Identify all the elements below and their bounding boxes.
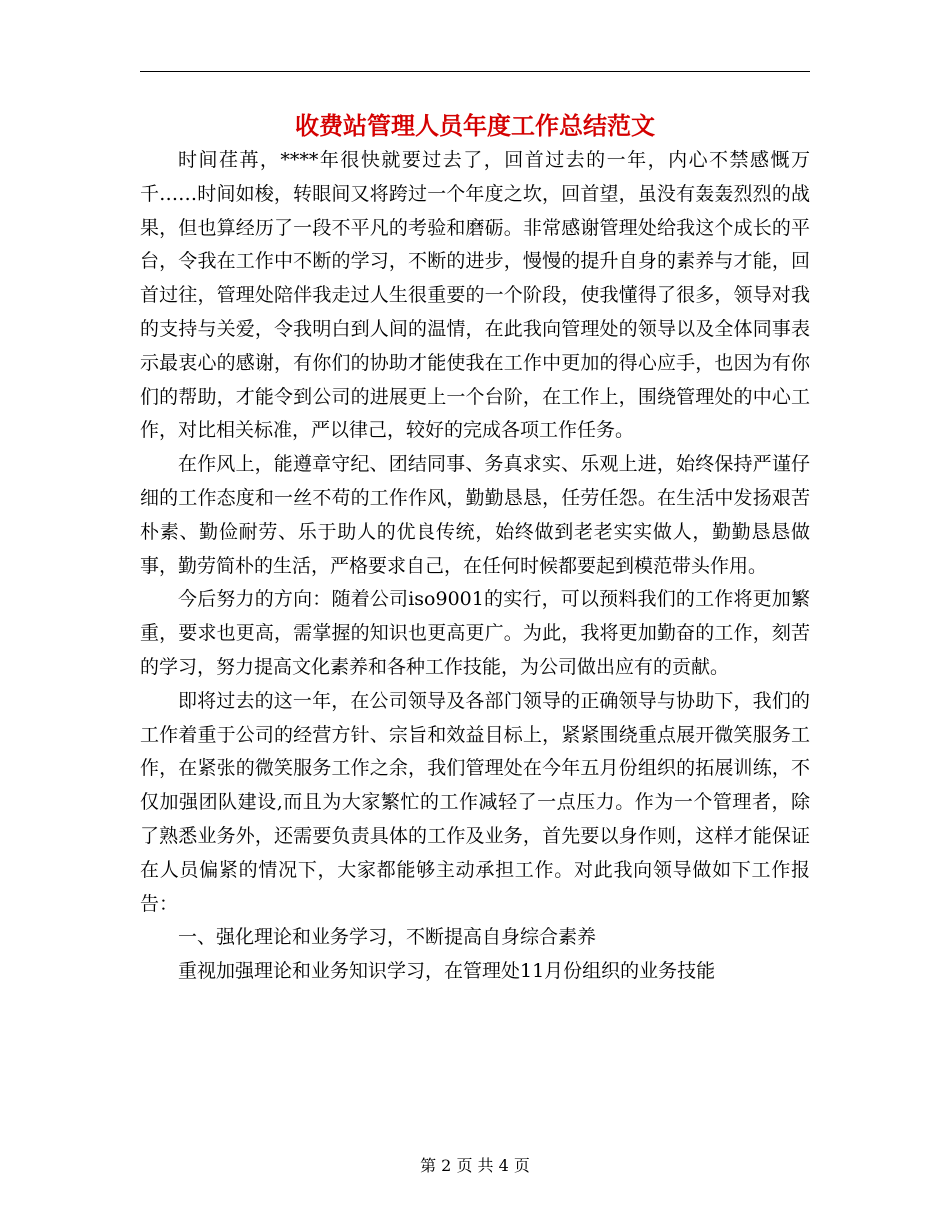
document-title: 收费站管理人员年度工作总结范文 — [295, 111, 655, 140]
paragraph-2: 在作风上，能遵章守纪、团结同事、务真求实、乐观上进，始终保持严谨仔细的工作态度和一丝不苟的工作作风，勤勤恳恳，任劳任怨。在生活中发扬艰苦朴素、勤俭耐劳、乐于助人的优良传统，始终做到老老实实做人，勤勤恳恳做事，勤劳简朴的生活，严格要求自己，在任何时候都要起到模范带头作用。 — [140, 453, 810, 577]
document-body — [140, 144, 810, 989]
paragraph-1: 时间荏苒，****年很快就要过去了，回首过去的一年，内心不禁感慨万千……时间如梭，转眼间又将跨过一个年度之坎，回首望，虽没有轰轰烈烈的战果，但也算经历了一段不平凡的考验和磨砺。非常感谢管理处给我这个成长的平台，令我在工作中不断的学习，不断的进步，慢慢的提升自身的素养与才能，回首过往，管理处陪伴我走过人生很重要的一个阶段，使我懂得了很多，领导对我的支持与关爱，令我明白到人间的温情，在此我向管理处的领导以及全体同事表示最衷心的感谢，有你们的协助才能使我在工作中更加的得心应手，也因为有你们的帮助，才能令到公司的进展更上一个台阶，在工作上，围绕管理处的中心工作，对比相关标准，严以律己，较好的完成各项工作任务。 — [140, 149, 810, 442]
paragraph-4: 即将过去的这一年，在公司领导及各部门领导的正确领导与协助下，我们的工作着重于公司的经营方针、宗旨和效益目标上，紧紧围绕重点展开微笑服务工作，在紧张的微笑服务工作之余，我们管理处在今年五月份组织的拓展训练，不仅加强团队建设,而且为大家繁忙的工作减轻了一点压力。作为一个管理者，除了熟悉业务外，还需要负责具体的工作及业务，首先要以身作则，这样才能保证在人员偏紧的情况下，大家都能够主动承担工作。对此我向领导做如下工作报告： — [140, 689, 810, 915]
header-rule — [140, 71, 810, 72]
section-heading-1: 一、强化理论和业务学习，不断提高自身综合素养 — [178, 926, 597, 949]
page-number-footer: 第 2 页 共 4 页 — [420, 1156, 530, 1175]
paragraph-5: 重视加强理论和业务知识学习，在管理处11月份组织的业务技能 — [178, 960, 716, 983]
paragraph-3: 今后努力的方向：随着公司iso9001的实行，可以预料我们的工作将更加繁重，要求也更高，需掌握的知识也更高更广。为此，我将更加勤奋的工作，刻苦的学习，努力提高文化素养和各种工作技能，为公司做出应有的贡献。 — [140, 588, 810, 678]
